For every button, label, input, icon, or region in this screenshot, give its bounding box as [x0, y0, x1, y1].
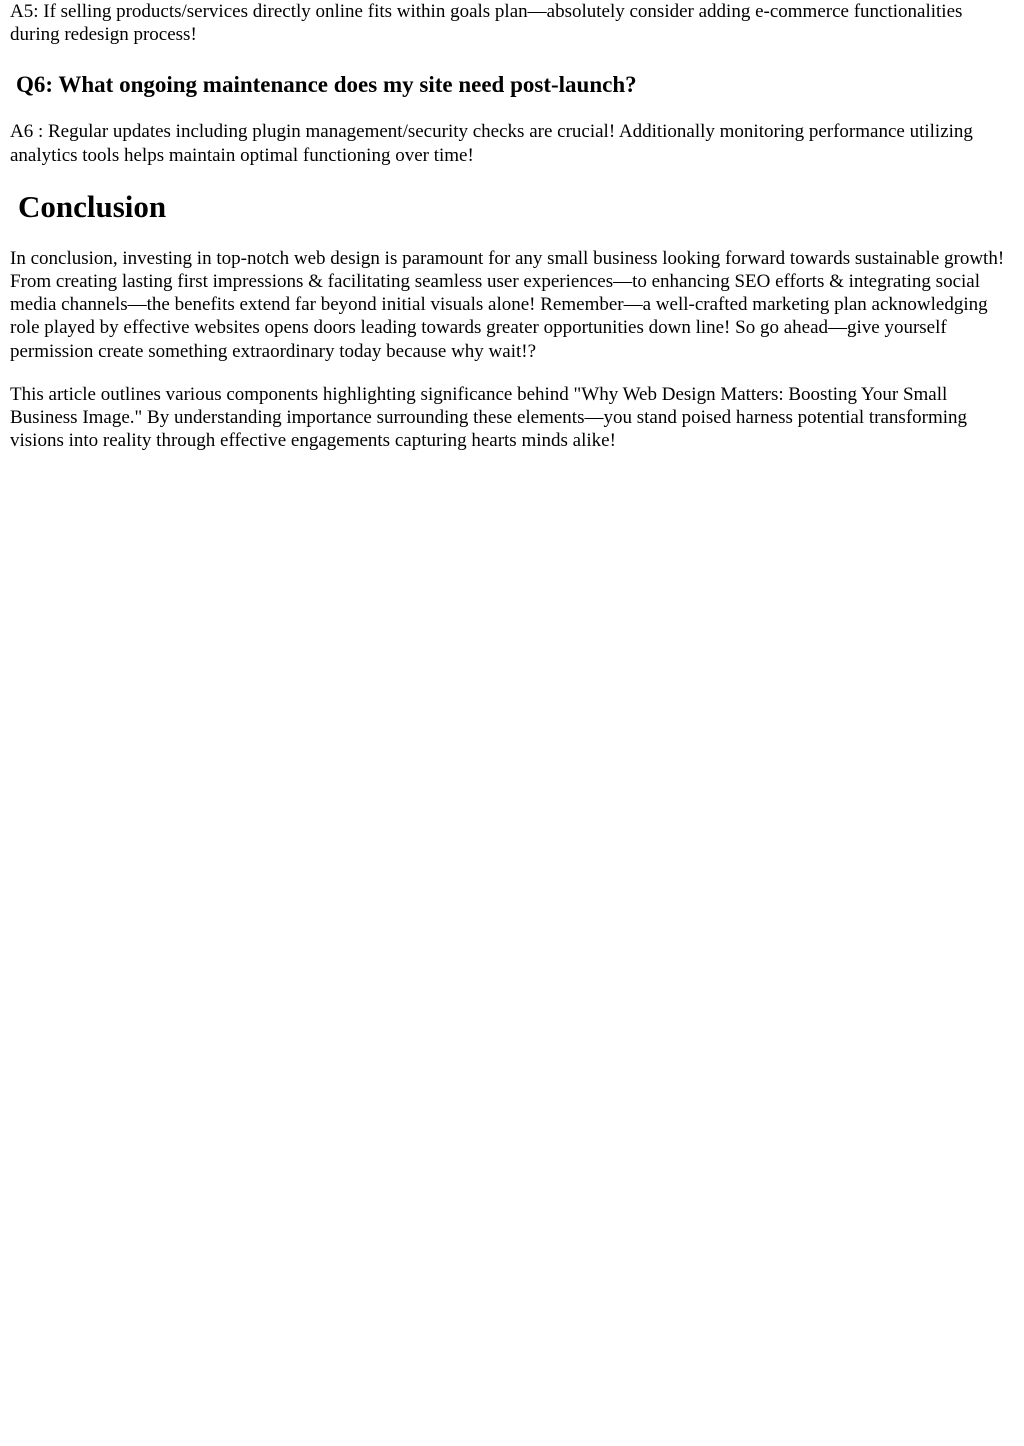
summary-paragraph: This article outlines various components highlighting significance behind "Why Web Design Matters: Boosting Your Small Business Image." By understanding importance surrounding these elements—you stand poised harness potential transforming visions into reality through effective engagements capturing hearts minds alike! [10, 383, 968, 452]
answer-a5: A5: If selling products/services directly online fits within goals plan—absolutely consider adding e-commerce functionalities during redesign process! [10, 1, 963, 46]
article-body [0, 0, 1024, 452]
answer-a6: A6 : Regular updates including plugin management/security checks are crucial! Additionally monitoring performance utilizing analytics tools helps maintain optimal functioning over time! [10, 121, 973, 166]
conclusion-heading: Conclusion [18, 188, 167, 224]
conclusion-paragraph: In conclusion, investing in top-notch web design is paramount for any small business looking forward towards sustainable growth! From creating lasting first impressions & facilitating seamless user experiences—to enhancing SEO efforts & integrating social media channels—the benefits extend far beyond initial visuals alone! Remember—a well-crafted marketing plan acknowledging role played by effective websites opens doors leading towards greater opportunities down line! So go ahead—give yourself permission create something extraordinary today because why wait!? [10, 247, 1005, 362]
question-q6-heading: Q6: What ongoing maintenance does my site need post-launch? [16, 72, 637, 98]
